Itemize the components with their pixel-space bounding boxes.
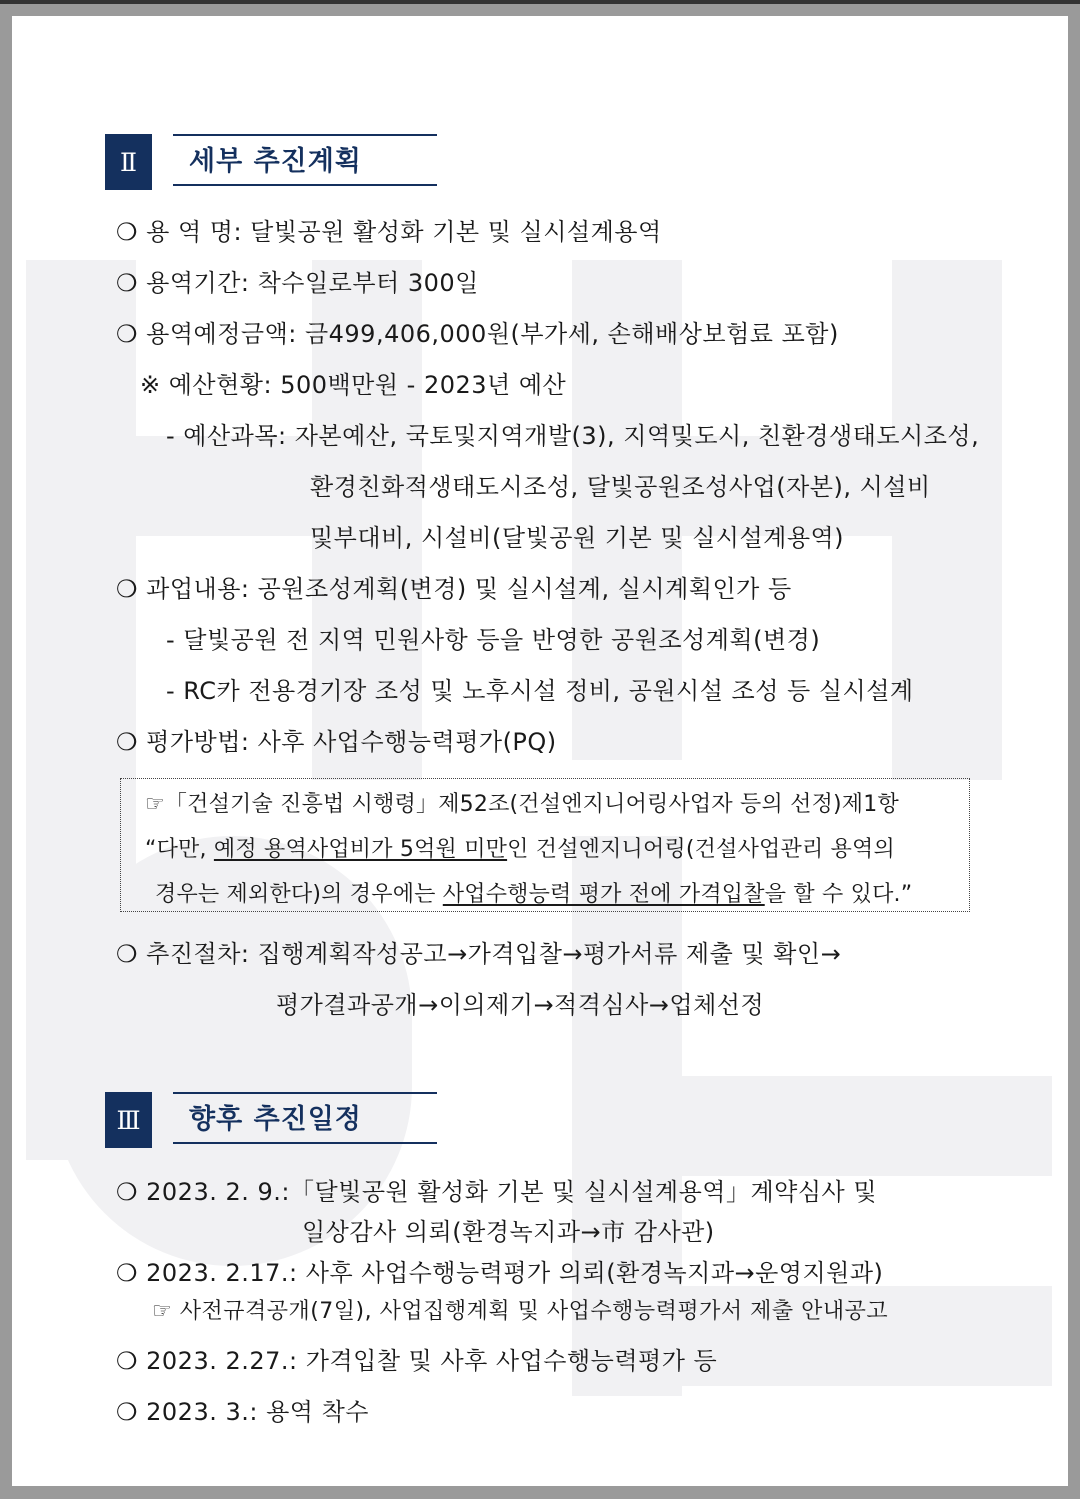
section-3-header [105, 1092, 445, 1148]
task-line: ❍ 과업내용: 공원조성계획(변경) 및 실시설계, 실시계획인가 등 [116, 575, 792, 603]
task-sub-line-1: - 달빛공원 전 지역 민원사항 등을 반영한 공원조성계획(변경) [166, 626, 821, 654]
quote-line-2-underlined: 예정 용역사업비가 5억원 미만 [213, 837, 508, 862]
schedule-3-line: ❍ 2023. 2.27.: 가격입찰 및 사후 사업수행능력평가 등 [116, 1347, 718, 1375]
section-3-number: Ⅲ [105, 1092, 152, 1148]
budget-items-line-3: 및부대비, 시설비(달빛공원 기본 및 실시설계용역) [310, 524, 845, 552]
service-amount-line: ❍ 용역예정금액: 금499,406,000원(부가세, 손해배상보험료 포함) [116, 320, 839, 348]
section-2-header [105, 134, 445, 190]
budget-items-line-1: - 예산과목: 자본예산, 국토및지역개발(3), 지역및도시, 친환경생태도시조성, [166, 422, 980, 450]
document-content [12, 16, 1068, 1486]
service-name-line: ❍ 용 역 명: 달빛공원 활성화 기본 및 실시설계용역 [116, 218, 662, 246]
schedule-2-line-1: ❍ 2023. 2.17.: 사후 사업수행능력평가 의뢰(환경녹지과→운영지원과) [116, 1259, 884, 1287]
quote-line-2-end: 인 건설엔지니어링(건설사업관리 용역의 [507, 837, 895, 862]
quote-line-3-start: 경우는 제외한다)의 경우에는 [155, 882, 443, 907]
quote-line-3-underlined: 사업수행능력 평가 전에 가격입찰 [442, 882, 765, 907]
schedule-4-line: ❍ 2023. 3.: 용역 착수 [116, 1398, 369, 1426]
budget-status-line: ※ 예산현황: 500백만원 - 2023년 예산 [140, 371, 567, 399]
schedule-1-line-2: 일상감사 의뢰(환경녹지과→市 감사관) [302, 1218, 715, 1246]
window-top-bar [0, 0, 1080, 4]
document-page [12, 16, 1068, 1486]
procedure-line-2: 평가결과공개→이의제기→적격심사→업체선정 [276, 991, 765, 1019]
section-2-title: 세부 추진계획 [173, 134, 437, 186]
quote-line-3-end: 을 할 수 있다.” [764, 882, 913, 907]
service-period-line: ❍ 용역기간: 착수일로부터 300일 [116, 269, 479, 297]
schedule-2-note: ☞ 사전규격공개(7일), 사업집행계획 및 사업수행능력평가서 제출 안내공고 [152, 1299, 889, 1324]
procedure-line-1: ❍ 추진절차: 집행계획작성공고→가격입찰→평가서류 제출 및 확인→ [116, 940, 842, 968]
quote-line-3 [155, 877, 912, 908]
budget-items-line-2: 환경친화적생태도시조성, 달빛공원조성사업(자본), 시설비 [310, 473, 931, 501]
window-bottom-bar [0, 1486, 1080, 1499]
task-sub-line-2: - RC카 전용경기장 조성 및 노후시설 정비, 공원시설 조성 등 실시설계 [166, 677, 914, 705]
schedule-1-line-1: ❍ 2023. 2. 9.:「달빛공원 활성화 기본 및 실시설계용역」계약심사 및 [116, 1178, 877, 1206]
quote-line-2 [145, 832, 895, 863]
quote-line-2-start: “다만, [145, 837, 214, 862]
section-2-number: Ⅱ [105, 134, 152, 190]
regulation-quote-box [120, 778, 970, 912]
section-3-title: 향후 추진일정 [173, 1092, 437, 1144]
quote-line-1: ☞「건설기술 진흥법 시행령」제52조(건설엔지니어링사업자 등의 선정)제1항 [145, 792, 899, 817]
evaluation-line: ❍ 평가방법: 사후 사업수행능력평가(PQ) [116, 728, 557, 756]
